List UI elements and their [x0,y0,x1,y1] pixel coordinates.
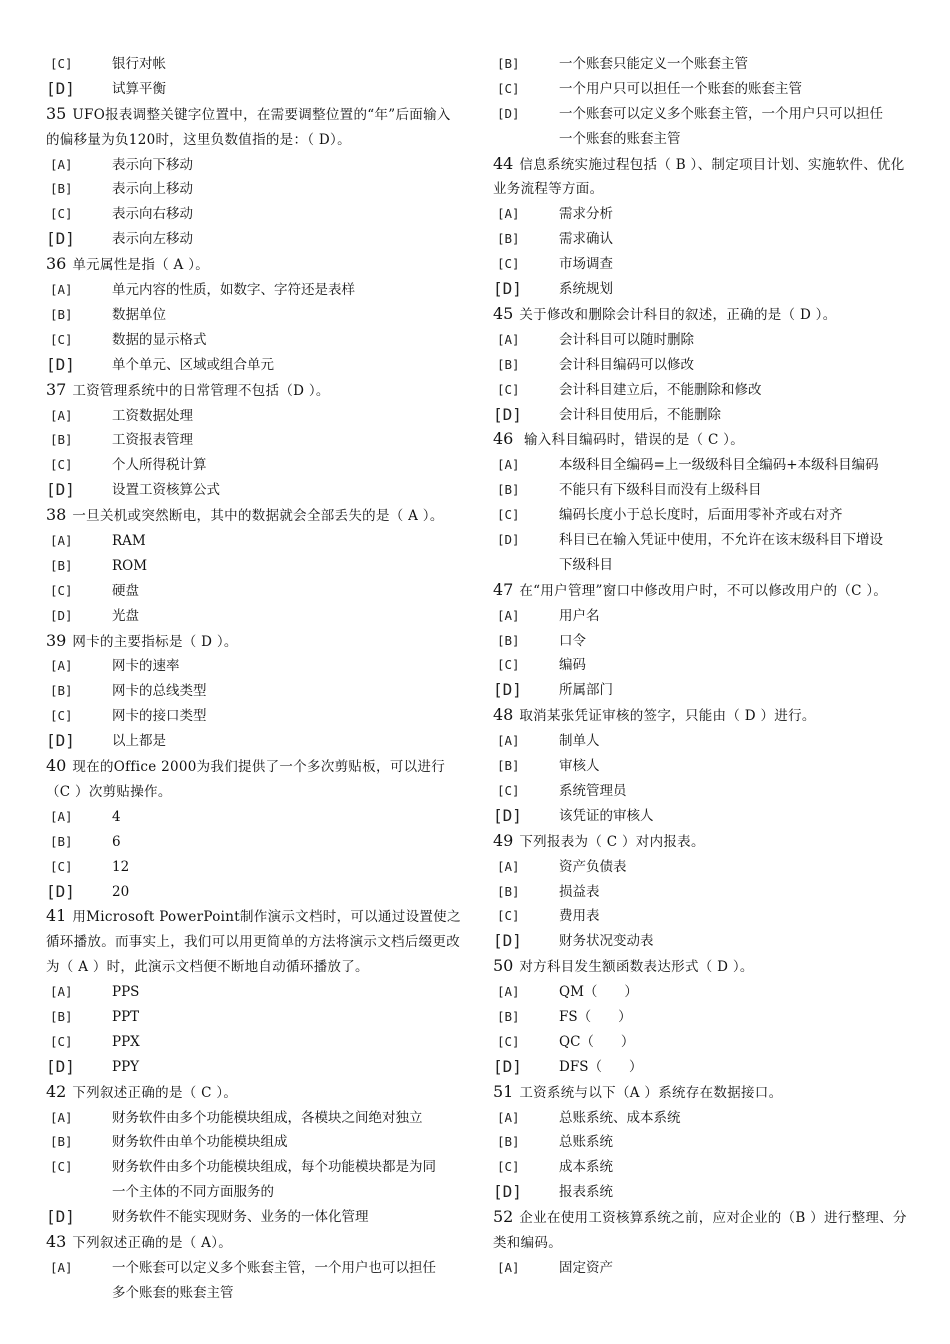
option-text: 会计科目编码可以修改 [559,356,694,373]
answer-option [493,1030,911,1055]
answer-option [46,202,464,227]
question-text: 网卡的主要指标是（ D ）。 [72,633,238,650]
option-label: [C] [50,56,73,71]
option-text: 4 [112,808,121,825]
option-text: 编码 [559,657,586,674]
question-text: UFO报表调整关键字位置中，在需要调整位置的“年”后面输入的偏移量为负120时，这里负数值指的是：（ D）。 [46,106,451,148]
option-label: [A] [497,733,520,749]
option-label: [C] [497,80,520,96]
answer-option [493,729,911,754]
option-label: [A] [50,1259,73,1275]
option-text: DFS（ ） [559,1058,643,1075]
option-label: [B] [497,632,520,648]
option-text: 会计科目使用后，不能删除 [559,406,721,423]
answer-option [46,478,464,503]
option-text: 数据单位 [112,306,166,323]
question-36 [46,252,464,278]
option-text: 本级科目全编码=上一级级科目全编码+本级科目编码 [559,457,879,474]
question-49 [493,829,911,855]
option-text: 12 [112,858,130,875]
option-label: [C] [497,782,520,798]
option-text: 银行对帐 [112,56,166,72]
option-text: 财务软件由多个功能模块组成，各模块之间绝对独立 [112,1109,423,1126]
answer-option [46,704,464,729]
question-number: 50 [493,956,514,976]
question-37 [46,378,464,404]
option-text: 需求确认 [559,231,613,248]
option-label: [D] [46,1207,75,1227]
question-46 [493,427,911,453]
answer-option [46,1055,464,1080]
answer-option [46,654,464,679]
answer-option [493,328,911,353]
option-label: [C] [50,582,73,598]
answer-option [493,1155,911,1180]
question-number: 47 [493,579,514,599]
option-text: 用户名 [559,607,600,624]
option-text: 成本系统 [559,1159,613,1176]
answer-option [46,1106,464,1131]
option-label: [D] [493,680,522,700]
question-number: 37 [46,379,67,399]
left-column [46,52,464,1306]
option-label: [D] [46,354,75,374]
option-label: [D] [497,105,520,121]
question-45 [493,302,911,328]
answer-option [46,1030,464,1055]
answer-option [493,1055,911,1080]
option-label: [A] [497,984,520,1000]
option-text: 表示向上移动 [112,181,193,198]
option-label: [D] [497,532,520,547]
option-label: [C] [497,256,520,272]
option-label: [C] [50,206,73,222]
question-number: 40 [46,756,67,776]
option-text: 个人所得税计算 [112,457,207,474]
answer-option [493,754,911,779]
option-label: [A] [50,407,73,423]
question-38 [46,503,464,529]
question-text: 下列叙述正确的是（ C ）。 [72,1084,238,1101]
answer-option [46,453,464,478]
question-text: 关于修改和删除会计科目的叙述，正确的是（ D ）。 [519,306,837,323]
option-label: [A] [497,457,520,473]
option-label: [B] [497,56,520,71]
option-text: QM（ ） [559,984,638,1001]
option-label: [D] [493,931,522,951]
option-label: [D] [46,1056,75,1076]
answer-option [493,804,911,829]
answer-option [493,1130,911,1155]
question-text: 一旦关机或突然断电，其中的数据就会全部丢失的是（ A ）。 [72,508,444,525]
question-number: 51 [493,1081,514,1101]
option-text: 总账系统 [559,1134,613,1151]
question-42 [46,1080,464,1106]
option-text-continued: 一个主体的不同方面服务的 [112,1184,274,1201]
option-label: [B] [50,683,73,699]
option-label: [C] [50,708,73,724]
option-text-continued: 多个账套的账套主管 [112,1284,234,1301]
option-label: [B] [497,356,520,372]
option-text: 一个用户只可以担任一个账套的账套主管 [559,80,802,97]
answer-option [46,579,464,604]
option-label: [B] [50,1009,73,1025]
answer-option [493,1180,911,1205]
option-label: [A] [50,156,73,172]
option-text: 单元内容的性质，如数字、字符还是表样 [112,282,355,299]
option-label: [D] [493,1182,522,1202]
option-label: [D] [493,1056,522,1076]
option-text: PPS [112,984,140,1001]
option-text: 损益表 [559,883,600,900]
option-text: 以上都是 [112,733,166,750]
question-text: 现在的Office 2000为我们提供了一个多次剪贴板，可以进行（C ）次剪贴操作。 [46,759,446,800]
question-text: 用Microsoft PowerPoint制作演示文档时，可以通过设置使之循环播放。而事实上，我们可以用更简单的方法将演示文档后缀更改为（ A ）时，此演示文档便不断地自动循环播放了。 [46,909,461,976]
option-label: [A] [50,984,73,1000]
question-number: 38 [46,505,67,525]
option-text: 单个单元、区域或组合单元 [112,356,274,373]
answer-option [493,227,911,252]
option-label: [C] [497,657,520,673]
answer-option [46,855,464,880]
answer-option [46,604,464,629]
answer-option [46,77,464,102]
question-text: 下列报表为（ C ）对内报表。 [519,833,705,850]
option-text: 会计科目建立后，不能删除和修改 [559,381,762,398]
option-text: 需求分析 [559,206,613,223]
option-text: PPT [112,1009,140,1026]
option-label: [D] [493,805,522,825]
option-label: [C] [497,1033,520,1049]
option-text: 会计科目可以随时删除 [559,331,694,348]
option-text: 资产负债表 [559,858,627,875]
option-text: 一个账套可以定义多个账套主管，一个用户只可以担任 [559,105,883,122]
question-52 [493,1205,911,1256]
option-text: ROM [112,557,148,574]
option-text: 表示向右移动 [112,206,193,223]
answer-option [493,453,911,478]
question-text: 在“用户管理”窗口中修改用户时，不可以修改用户的（C ）。 [519,582,888,599]
option-text: RAM [112,533,146,549]
answer-option [493,779,911,804]
option-label: [D] [493,279,522,299]
option-label: [D] [46,78,75,98]
option-label: [B] [497,482,520,498]
option-text: 财务软件由单个功能模块组成 [112,1134,288,1151]
option-text: 工资数据处理 [112,407,193,424]
option-text: QC（ ） [559,1033,635,1050]
answer-option [46,830,464,855]
question-text: 工资管理系统中的日常管理不包括（D ）。 [72,382,330,399]
option-label: [D] [50,607,73,623]
option-text: 系统管理员 [559,782,627,799]
answer-option [46,177,464,202]
option-label: [A] [497,607,520,623]
answer-option [46,529,464,554]
option-label: [A] [497,1109,520,1125]
answer-option [46,980,464,1005]
answer-option [46,404,464,429]
option-text: 不能只有下级科目而没有上级科目 [559,482,762,499]
answer-option [46,679,464,704]
answer-option [46,1130,464,1155]
answer-option [46,1005,464,1030]
question-number: 49 [493,830,514,850]
answer-option [493,604,911,629]
answer-option [46,1205,464,1230]
answer-option [46,729,464,754]
answer-option [493,880,911,905]
answer-option [493,52,911,77]
answer-option [493,678,911,703]
option-text: 审核人 [559,758,600,775]
question-text: 对方科目发生额函数表达形式（ D ）。 [519,959,754,976]
answer-option [493,855,911,880]
option-label: [B] [50,181,73,197]
answer-option [493,1106,911,1131]
option-text: PPY [112,1058,140,1075]
answer-option [493,378,911,403]
question-number: 46 [493,429,514,449]
option-label: [A] [497,1259,520,1275]
answer-option [493,353,911,378]
question-number: 44 [493,153,514,173]
option-label: [D] [46,480,75,500]
option-label: [C] [497,381,520,397]
option-text: 报表系统 [559,1184,613,1201]
option-label: [A] [497,858,520,874]
option-label: [A] [50,658,73,674]
option-text: 工资报表管理 [112,432,193,449]
answer-option [493,102,911,152]
option-text: 网卡的总线类型 [112,683,207,700]
option-label: [D] [493,404,522,424]
answer-option [46,353,464,378]
option-text: 系统规划 [559,281,613,298]
option-text-continued: 一个账套的账套主管 [559,130,681,147]
option-label: [A] [50,1109,73,1125]
option-text: 市场调查 [559,256,613,273]
option-text: 表示向左移动 [112,231,193,248]
option-label: [C] [497,507,520,523]
question-text: 下列叙述正确的是（ A）。 [72,1235,233,1252]
option-text: 财务状况变动表 [559,933,654,950]
question-number: 35 [46,103,67,123]
answer-option [46,328,464,353]
question-35 [46,102,464,153]
option-text: 网卡的接口类型 [112,708,207,725]
question-number: 48 [493,705,514,725]
answer-option [46,303,464,328]
answer-option [46,278,464,303]
option-label: [C] [50,1159,73,1175]
option-label: [C] [497,908,520,924]
answer-option [493,653,911,678]
answer-option [46,428,464,453]
question-text: 输入科目编码时，错误的是（ C ）。 [519,432,745,449]
answer-option [46,805,464,830]
right-column [493,52,911,1281]
question-48 [493,703,911,729]
answer-option [493,403,911,428]
option-text: 财务软件由多个功能模块组成，每个功能模块都是为同 [112,1159,436,1176]
question-text: 企业在使用工资核算系统之前，应对企业的（B ）进行整理、分类和编码。 [493,1210,907,1252]
option-text: 硬盘 [112,582,139,599]
question-39 [46,629,464,655]
answer-option [493,252,911,277]
option-text: 数据的显示格式 [112,331,207,348]
question-44 [493,152,911,203]
option-label: [B] [497,883,520,899]
answer-option [493,629,911,654]
option-label: [A] [50,808,73,824]
question-number: 52 [493,1207,514,1227]
option-text-continued: 下级科目 [559,556,613,573]
question-number: 36 [46,254,67,274]
question-41 [46,904,464,980]
answer-option [493,1256,911,1281]
question-number: 39 [46,630,67,650]
question-number: 41 [46,906,67,926]
option-text: 表示向下移动 [112,156,193,173]
option-text: 光盘 [112,607,139,624]
answer-option [46,153,464,178]
question-number: 43 [46,1232,67,1252]
option-label: [B] [50,557,73,573]
question-47 [493,578,911,604]
option-label: [A] [50,533,73,548]
answer-option [493,77,911,102]
answer-option [493,202,911,227]
question-text: 取消某张凭证审核的签字，只能由（ D ）进行。 [519,708,816,725]
answer-option [493,929,911,954]
answer-option [493,503,911,528]
question-number: 42 [46,1081,67,1101]
option-label: [A] [497,206,520,222]
answer-option [493,528,911,578]
option-label: [B] [50,1134,73,1150]
answer-option [46,880,464,905]
option-text: 口令 [559,632,586,649]
option-label: [C] [497,1159,520,1175]
option-text: 设置工资核算公式 [112,482,220,499]
option-label: [B] [497,1009,520,1024]
option-label: [C] [50,457,73,473]
option-text: 费用表 [559,908,600,925]
option-label: [A] [50,282,73,298]
option-text: 6 [112,833,121,850]
option-text: 该凭证的审核人 [559,807,654,824]
question-text: 工资系统与以下（A ）系统存在数据接口。 [519,1084,783,1101]
option-label: [B] [50,306,73,322]
option-text: 固定资产 [559,1259,613,1276]
answer-option [46,554,464,579]
option-label: [B] [497,1134,520,1150]
option-text: 编码长度小于总长度时，后面用零补齐或右对齐 [559,507,843,524]
option-text: FS（ ） [559,1009,632,1025]
option-text: 一个账套只能定义一个账套主管 [559,56,748,72]
answer-option [493,478,911,503]
answer-option [46,227,464,252]
question-40 [46,754,464,805]
answer-option [493,277,911,302]
option-text: 试算平衡 [112,80,166,97]
question-text: 信息系统实施过程包括（ B ）、制定项目计划、实施软件、优化业务流程等方面。 [493,156,905,198]
option-text: 财务软件不能实现财务、业务的一体化管理 [112,1209,369,1226]
answer-option [493,980,911,1005]
option-label: [A] [497,331,520,347]
answer-option [493,1005,911,1030]
question-50 [493,954,911,980]
option-text: 制单人 [559,733,600,750]
option-text: 总账系统、成本系统 [559,1109,681,1126]
option-text: 网卡的速率 [112,658,180,675]
option-text: 所属部门 [559,682,613,699]
question-number: 45 [493,303,514,323]
option-label: [B] [50,833,73,849]
option-label: [C] [50,331,73,347]
answer-option [46,1155,464,1205]
option-text: PPX [112,1033,140,1050]
question-51 [493,1080,911,1106]
answer-option [46,52,464,77]
question-text: 单元属性是指（ A ）。 [72,257,210,274]
option-label: [B] [50,432,73,448]
option-label: [D] [46,731,75,751]
option-label: [C] [50,858,73,874]
answer-option [46,1256,464,1306]
option-label: [B] [497,758,520,774]
option-text: 20 [112,883,130,900]
option-label: [D] [46,229,75,249]
option-label: [C] [50,1033,73,1049]
option-label: [D] [46,881,75,901]
option-text: 一个账套可以定义多个账套主管，一个用户也可以担任 [112,1259,436,1276]
answer-option [493,904,911,929]
option-label: [B] [497,231,520,247]
option-text: 科目已在输入凭证中使用，不允许在该末级科目下增设 [559,532,883,548]
question-43 [46,1230,464,1256]
